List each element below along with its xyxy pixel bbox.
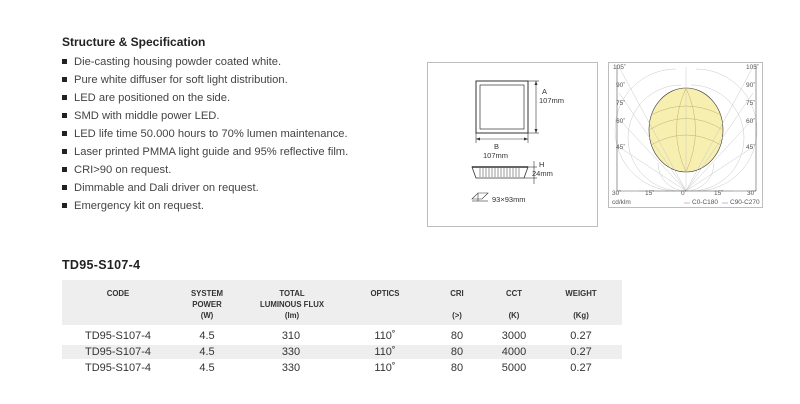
column-header-code: CODE bbox=[106, 289, 130, 298]
spec-bullet-text: CRI>90 on request. bbox=[74, 164, 172, 176]
dimension-a-value: 107mm bbox=[539, 96, 565, 105]
column-header-optics: OPTICS bbox=[370, 289, 400, 298]
dimension-h-value: 24mm bbox=[532, 169, 553, 178]
dimension-h-label: H bbox=[539, 160, 545, 169]
column-header-flux: TOTAL LUMINOUS FLUX (lm) bbox=[259, 289, 325, 320]
spec-title: Structure & Specification bbox=[62, 35, 206, 49]
cell-flux: 330 bbox=[281, 346, 301, 358]
top-view-outer bbox=[476, 81, 528, 133]
polar-angle-label: 105˚ bbox=[746, 64, 760, 71]
spec-bullet bbox=[62, 161, 348, 179]
dimension-b-value: 107mm bbox=[483, 151, 509, 160]
spec-bullet bbox=[62, 125, 348, 143]
cell-weight: 0.27 bbox=[570, 330, 592, 342]
polar-angle-label: 90˚ bbox=[616, 82, 626, 89]
table-row bbox=[62, 361, 622, 375]
cell-power: 4.5 bbox=[199, 346, 215, 358]
dimension-drawing bbox=[427, 62, 598, 227]
bullet-square-icon bbox=[62, 77, 67, 82]
cell-cct: 3000 bbox=[501, 330, 527, 342]
spec-bullet-text: Die-casting housing powder coated white. bbox=[74, 56, 282, 68]
spec-bullet-list bbox=[62, 53, 348, 215]
column-header-cct: CCT (K) bbox=[505, 289, 523, 320]
spec-bullet-text: Pure white diffuser for soft light distribution. bbox=[74, 74, 288, 86]
spec-bullet bbox=[62, 143, 348, 161]
spec-bullet-text: SMD with middle power LED. bbox=[74, 110, 220, 122]
polar-angle-label: 30˚ bbox=[612, 190, 622, 197]
spec-bullet bbox=[62, 197, 348, 215]
table-row bbox=[62, 345, 622, 359]
polar-unit-label: cd/klm bbox=[612, 199, 631, 206]
table-row bbox=[62, 329, 622, 343]
polar-angle-label: 45˚ bbox=[746, 144, 756, 151]
cutout-symbol-icon bbox=[472, 193, 488, 201]
column-header-weight: WEIGHT (Kg) bbox=[565, 289, 597, 320]
bullet-square-icon bbox=[62, 203, 67, 208]
bullet-square-icon bbox=[62, 59, 67, 64]
polar-angle-label: 0˚ bbox=[681, 190, 687, 197]
cell-flux: 310 bbox=[281, 330, 301, 342]
cell-cct: 5000 bbox=[501, 362, 527, 374]
model-title: TD95-S107-4 bbox=[62, 258, 141, 272]
polar-angle-label: 30˚ bbox=[747, 190, 757, 197]
cell-flux: 330 bbox=[281, 362, 301, 374]
bullet-square-icon bbox=[62, 149, 67, 154]
dimension-b-label: B bbox=[494, 142, 500, 151]
spec-bullet bbox=[62, 107, 348, 125]
polar-angle-label: 105˚ bbox=[613, 64, 627, 71]
cell-optics: 110˚ bbox=[374, 362, 396, 374]
cell-code: TD95-S107-4 bbox=[84, 362, 152, 374]
polar-grid-radials bbox=[619, 67, 756, 191]
cell-cri: 80 bbox=[450, 362, 464, 374]
spec-bullet bbox=[62, 53, 348, 71]
column-header-power: SYSTEM POWER (W) bbox=[190, 289, 224, 320]
polar-angle-label: 60˚ bbox=[746, 118, 756, 125]
cell-power: 4.5 bbox=[199, 362, 215, 374]
spec-bullet bbox=[62, 179, 348, 197]
polar-angle-label: 90˚ bbox=[746, 82, 756, 89]
bullet-square-icon bbox=[62, 185, 67, 190]
cell-optics: 110˚ bbox=[374, 346, 396, 358]
polar-diagram bbox=[608, 62, 763, 208]
polar-angle-label: 15˚ bbox=[645, 190, 655, 197]
bullet-square-icon bbox=[62, 131, 67, 136]
cell-weight: 0.27 bbox=[570, 346, 592, 358]
side-view-profile bbox=[472, 167, 528, 178]
cell-power: 4.5 bbox=[199, 330, 215, 342]
polar-angle-label: 45˚ bbox=[616, 144, 626, 151]
bullet-square-icon bbox=[62, 113, 67, 118]
spec-bullet-text: LED life time 50.000 hours to 70% lumen maintenance. bbox=[74, 128, 348, 140]
cell-code: TD95-S107-4 bbox=[84, 346, 152, 358]
cell-cct: 4000 bbox=[501, 346, 527, 358]
cell-code: TD95-S107-4 bbox=[84, 330, 152, 342]
legend-c0-label: C0-C180 bbox=[692, 199, 719, 206]
polar-angle-label: 60˚ bbox=[616, 118, 626, 125]
polar-diagram-svg bbox=[609, 63, 764, 209]
spec-bullet-text: Laser printed PMMA light guide and 95% reflective film. bbox=[74, 146, 349, 158]
polar-angle-label: 75˚ bbox=[616, 100, 626, 107]
cutout-value: 93×93mm bbox=[492, 195, 526, 204]
spec-bullet-text: Emergency kit on request. bbox=[74, 200, 204, 212]
spec-bullet-text: LED are positioned on the side. bbox=[74, 92, 231, 104]
spec-bullet bbox=[62, 89, 348, 107]
cell-weight: 0.27 bbox=[570, 362, 592, 374]
polar-angle-label: 15˚ bbox=[714, 190, 724, 197]
legend-c90-label: C90-C270 bbox=[730, 199, 760, 206]
cell-optics: 110˚ bbox=[374, 330, 396, 342]
polar-angle-label: 75˚ bbox=[746, 100, 756, 107]
cell-cri: 80 bbox=[450, 346, 464, 358]
column-header-cri: CRI (>) bbox=[450, 289, 464, 320]
bullet-square-icon bbox=[62, 167, 67, 172]
spec-bullet bbox=[62, 71, 348, 89]
dimension-a-label: A bbox=[542, 87, 548, 96]
spec-bullet-text: Dimmable and Dali driver on request. bbox=[74, 182, 259, 194]
bullet-square-icon bbox=[62, 95, 67, 100]
cell-cri: 80 bbox=[450, 330, 464, 342]
top-view-inner bbox=[480, 85, 524, 129]
